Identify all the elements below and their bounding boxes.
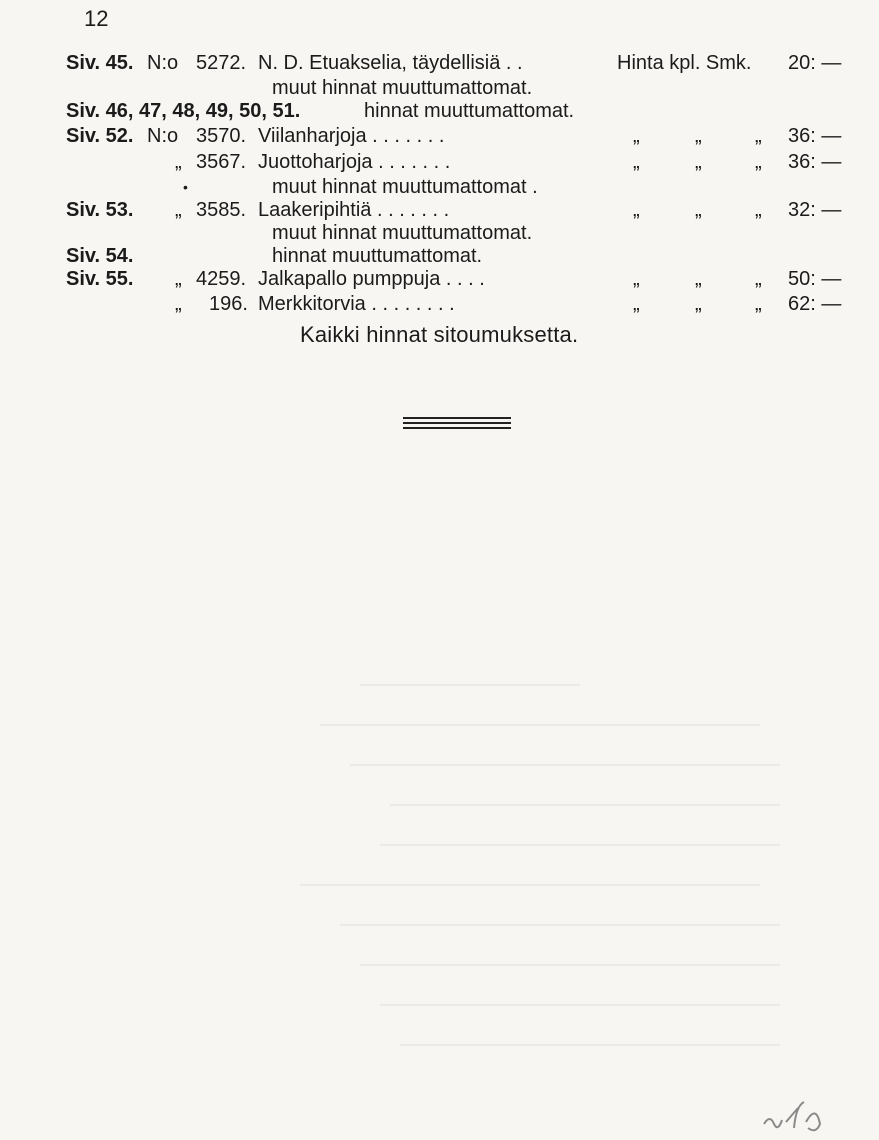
price-row-siv-45 [0, 50, 879, 76]
price-row-3567 [0, 149, 879, 175]
note-text: muut hinnat muuttumattomat. [272, 77, 533, 99]
product-name: Viilanharjoja . . . . . . . [258, 125, 445, 147]
note-text: hinnat muuttumattomat. [364, 100, 575, 122]
price-row-196 [0, 291, 879, 317]
ditto-mark: „ [175, 151, 182, 173]
bullet-mark: • [183, 179, 188, 195]
ditto-mark: „ [633, 268, 640, 290]
product-code: 5272. [196, 52, 247, 74]
note-text: muut hinnat muuttumattomat . [272, 176, 538, 198]
price-value: 20: — [788, 52, 842, 74]
section-label: Siv. 54. [66, 245, 134, 267]
handwritten-mark [760, 1092, 830, 1136]
ditto-mark: „ [755, 268, 762, 290]
product-code: 3567. [196, 151, 247, 173]
ditto-mark: „ [175, 199, 182, 221]
product-name: Jalkapallo pumppuja . . . . [258, 268, 485, 290]
ditto-mark: „ [755, 293, 762, 315]
ditto-mark: „ [175, 268, 182, 290]
section-label: Siv. 53. [66, 199, 134, 221]
ditto-mark: „ [695, 125, 702, 147]
bleed-through-texture [60, 330, 840, 1090]
section-label: Siv. 55. [66, 268, 134, 290]
ditto-mark: „ [755, 199, 762, 221]
ditto-mark: „ [633, 151, 640, 173]
ditto-mark: „ [633, 199, 640, 221]
product-code: 4259. [196, 268, 247, 290]
product-name: Laakeripihtiä . . . . . . . [258, 199, 450, 221]
product-code: 3570. [196, 125, 247, 147]
ditto-mark: „ [755, 125, 762, 147]
note-text: hinnat muuttumattomat. [272, 245, 483, 267]
number-prefix: N:o [147, 125, 179, 147]
price-value: 62: — [788, 293, 842, 315]
price-row-siv-46-51 [0, 98, 879, 124]
page-number: 12 [84, 6, 109, 31]
price-value: 50: — [788, 268, 842, 290]
price-unit-header: Hinta kpl. Smk. [617, 52, 752, 74]
ditto-mark: „ [633, 293, 640, 315]
section-label: Siv. 52. [66, 125, 134, 147]
product-name: Merkkitorvia . . . . . . . . [258, 293, 455, 315]
section-label: Siv. 46, 47, 48, 49, 50, 51. [66, 100, 301, 122]
price-value: 36: — [788, 125, 842, 147]
number-prefix: N:o [147, 52, 179, 74]
price-value: 36: — [788, 151, 842, 173]
ditto-mark: „ [695, 293, 702, 315]
product-name: Juottoharjoja . . . . . . . [258, 151, 451, 173]
product-name: N. D. Etuakselia, täydellisiä . . [258, 52, 523, 74]
ditto-mark: „ [755, 151, 762, 173]
price-value: 32: — [788, 199, 842, 221]
ditto-mark: „ [695, 151, 702, 173]
ditto-mark: „ [695, 268, 702, 290]
section-label: Siv. 45. [66, 52, 134, 74]
ditto-mark: „ [695, 199, 702, 221]
note-text: muut hinnat muuttumattomat. [272, 222, 533, 244]
ditto-mark: „ [633, 125, 640, 147]
price-row-siv-55 [0, 266, 879, 292]
product-code: 196. [209, 293, 248, 315]
price-row-siv-52 [0, 123, 879, 149]
ditto-mark: „ [175, 293, 182, 315]
product-code: 3585. [196, 199, 247, 221]
closing-note: Kaikki hinnat sitoumuksetta. [300, 322, 579, 347]
